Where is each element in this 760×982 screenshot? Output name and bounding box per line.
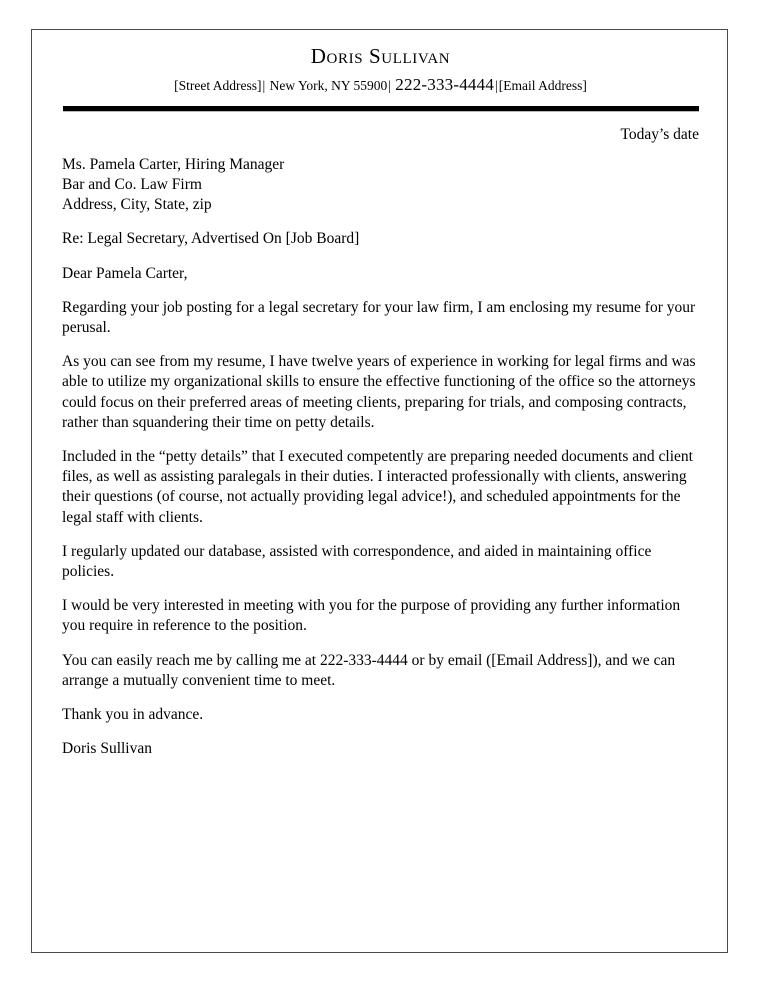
subject-line: Re: Legal Secretary, Advertised On [Job Board] — [62, 230, 360, 248]
contact-separator-2: | — [388, 78, 391, 94]
letter-body — [62, 125, 699, 760]
signature-name: Doris Sullivan — [62, 740, 152, 758]
street-address: [Street Address] — [174, 78, 262, 94]
body-paragraph: As you can see from my resume, I have twelve years of experience in working for legal firms and was able to utilize my organizational skills to ensure the effective functioning of the office so the attorneys could focus on their preferred areas of meeting clients, preparing for trials, and composing contracts, rather than squandering their time on petty details. — [62, 353, 696, 431]
letter-page — [31, 29, 728, 953]
salutation: Dear Pamela Carter, — [62, 264, 188, 282]
phone-number: 222-333-4444 — [395, 75, 495, 95]
letter-date: Today’s date — [620, 125, 699, 143]
sender-name: Doris Sullivan — [310, 44, 451, 68]
recipient-line: Ms. Pamela Carter, Hiring Manager — [62, 155, 285, 173]
email-address: [Email Address] — [498, 78, 587, 94]
header-divider — [63, 106, 699, 111]
body-paragraph: I would be very interested in meeting with you for the purpose of providing any further information you require in reference to the position. — [62, 597, 681, 635]
body-paragraph: Regarding your job posting for a legal secretary for your law firm, I am enclosing my resume for your perusal. — [62, 298, 696, 336]
recipient-line: Address, City, State, zip — [62, 196, 212, 214]
body-paragraph: You can easily reach me by calling me at 222-333-4444 or by email ([Email Address]), and we can arrange a mutually convenient time to meet. — [62, 651, 676, 689]
body-paragraph: I regularly updated our database, assisted with correspondence, and aided in maintaining office policies. — [62, 542, 652, 580]
recipient-address-block — [62, 155, 699, 216]
contact-separator-1: | — [262, 78, 266, 94]
contact-separator-3: | — [495, 78, 498, 94]
body-paragraph: Included in the “petty details” that I executed competently are preparing needed documents and client files, as well as assisting paralegals in their duties. I interacted professionally with clients, answering their questions (of course, not actually providing legal advice!), and scheduled appointments for the legal staff with clients. — [62, 447, 693, 526]
page-content — [62, 30, 699, 759]
closing-line: Thank you in advance. — [62, 706, 204, 723]
letterhead — [62, 30, 699, 111]
contact-line — [62, 75, 699, 95]
recipient-line: Bar and Co. Law Firm — [62, 175, 202, 193]
city-state-zip: New York, NY 55900 — [269, 78, 388, 94]
